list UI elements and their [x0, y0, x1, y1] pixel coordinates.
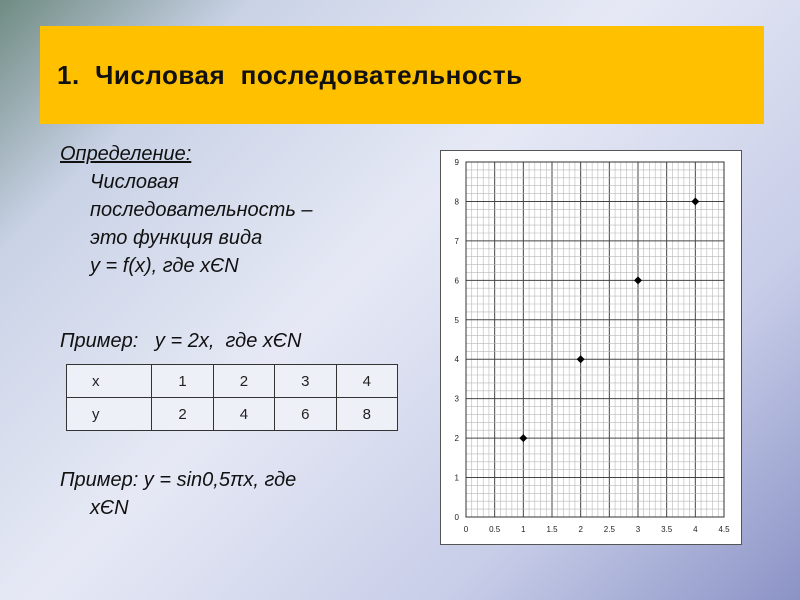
x-tick-label: 4.5 — [718, 525, 730, 534]
x-tick-label: 2.5 — [603, 525, 615, 534]
y-tick-label: 2 — [454, 434, 459, 444]
y-tick-label: 6 — [454, 276, 459, 286]
example-1: Пример: y = 2x, где xЄN — [60, 330, 302, 352]
y-tick-label: 4 — [454, 355, 459, 365]
y-tick-label: 5 — [454, 315, 459, 325]
definition-label: Определение: — [60, 143, 192, 165]
example-2 — [60, 466, 400, 522]
y-tick-label: 0 — [454, 513, 459, 522]
x-tick-label: 3 — [635, 525, 641, 534]
table-cell: 3 — [275, 365, 336, 398]
y-tick-label: 7 — [454, 236, 459, 246]
table-cell: 6 — [275, 398, 336, 431]
definition-line: это функция вида — [90, 227, 263, 249]
table-cell: 2 — [213, 365, 274, 398]
y-tick-label: 1 — [454, 473, 459, 483]
table-cell: y — [67, 398, 152, 431]
x-tick-label: 4 — [693, 525, 698, 534]
table-cell: 4 — [213, 398, 274, 431]
definition-line: y = f(x), где xЄN — [90, 255, 239, 277]
x-tick-label: 3.5 — [661, 525, 673, 534]
y-tick-label: 3 — [454, 394, 459, 404]
x-tick-label: 2 — [578, 525, 583, 534]
data-point — [519, 434, 527, 442]
table-cell: 2 — [152, 398, 213, 431]
definition-line: Числовая — [90, 171, 179, 193]
slide-title: 1. Числовая последовательность — [57, 59, 523, 90]
plot-border — [466, 162, 724, 517]
table-row — [67, 365, 398, 398]
example-2-line: Пример: y = sin0,5πx, где — [60, 469, 297, 491]
table-row — [67, 398, 398, 431]
example-table — [66, 364, 398, 431]
chart-svg — [441, 151, 741, 544]
data-point — [577, 355, 585, 363]
table-cell: x — [67, 365, 152, 398]
x-tick-label: 1 — [521, 525, 526, 534]
data-point — [691, 197, 699, 205]
table-cell: 4 — [336, 365, 397, 398]
x-tick-label: 0.5 — [489, 525, 501, 534]
x-tick-label: 0 — [463, 525, 469, 534]
y-tick-label: 8 — [454, 197, 459, 207]
table-cell: 8 — [336, 398, 397, 431]
x-tick-label: 1.5 — [546, 525, 558, 534]
data-point — [634, 276, 642, 284]
definition-block — [60, 140, 420, 280]
chart — [440, 150, 742, 545]
table-cell: 1 — [152, 365, 213, 398]
title-bar — [40, 26, 764, 124]
example-2-line: xЄN — [90, 497, 129, 519]
definition-line: последовательность – — [90, 199, 313, 221]
y-tick-label: 9 — [454, 158, 459, 167]
